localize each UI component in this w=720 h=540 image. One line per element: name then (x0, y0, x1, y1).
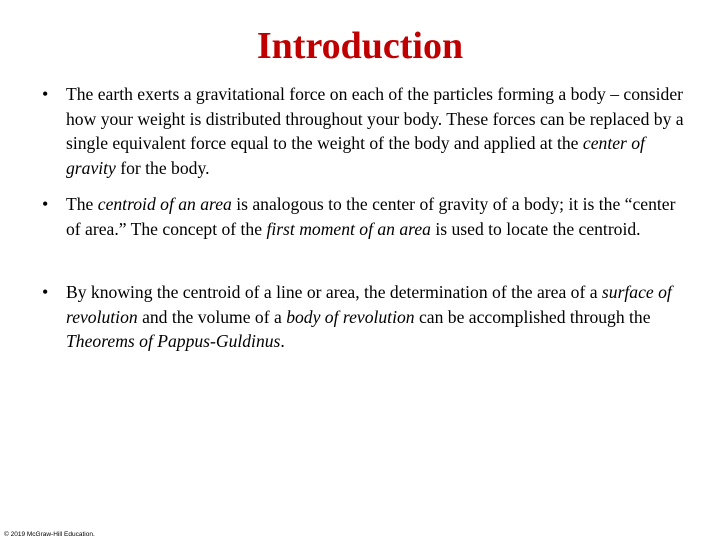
italic-term: center of gravity (66, 133, 645, 178)
bullet-marker: • (42, 84, 49, 104)
italic-term: centroid of an area (97, 194, 232, 214)
slide-title: Introduction (256, 25, 464, 67)
text-run: and the volume of a (137, 306, 287, 327)
bullet-text (66, 192, 686, 241)
text-run: for the body. (115, 157, 210, 178)
italic-term: surface of revolution (66, 282, 672, 327)
bullet-marker: • (42, 194, 49, 214)
text-run: is analogous to the center of gravity of a body; it is the “center of area.” The concept of the (66, 194, 676, 239)
bullet-text (66, 280, 686, 354)
bullet-marker: • (42, 282, 49, 302)
italic-term: Theorems of Pappus-Guldinus (66, 331, 281, 351)
text-run: is used to locate the centroid. (430, 218, 641, 239)
italic-term: first moment of an area (266, 218, 431, 239)
text-run: By knowing the centroid of a line or area, the determination of the area of a (66, 282, 602, 302)
text-run: . (280, 331, 285, 351)
bullet-text (66, 82, 686, 180)
text-run: The (66, 194, 98, 214)
italic-term: body of revolution (286, 306, 415, 327)
copyright-footer: © 2019 McGraw-Hill Education. (4, 531, 95, 538)
text-run: can be accomplished through the (414, 306, 651, 327)
text-run: The earth exerts a gravitational force on each of the particles forming a body – consider how your weight is distributed throughout your body. These forces can be replaced by a single equivalent force equal to the weight of the body and applied at the (66, 84, 684, 153)
